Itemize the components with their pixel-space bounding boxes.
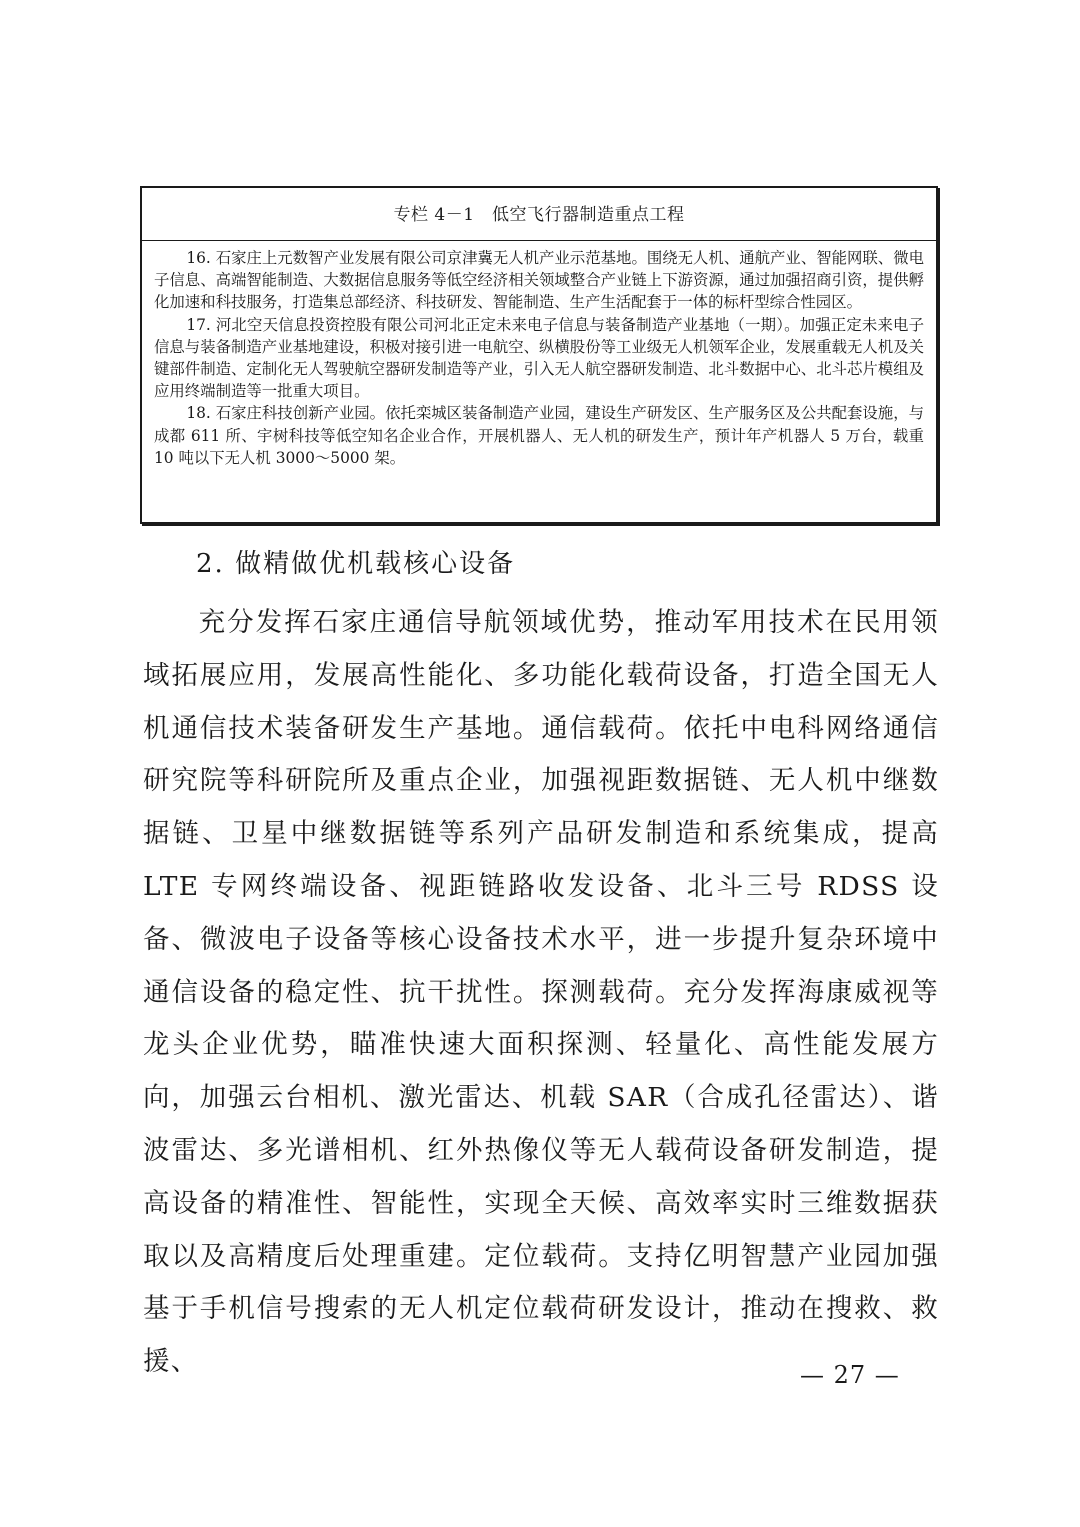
- feature-box-item: 17. 河北空天信息投资控股有限公司河北正定未来电子信息与装备制造产业基地（一期）。加强正定未来电子信息与装备制造产业基地建设，积极对接引进一电航空、纵横股份等工业级无人机领军企业，发展重载无人机及关键部件制造、定制化无人驾驶航空器研发制造等产业，引入无人航空器研发制造、北斗数据中心、北斗芯片模组及应用终端制造等一批重大项目。: [154, 315, 924, 401]
- page-number: — 27 —: [800, 1361, 900, 1389]
- feature-box-title: 专栏 4－1 低空飞行器制造重点工程: [142, 188, 936, 241]
- section-heading: 2. 做精做优机载核心设备: [196, 549, 516, 579]
- feature-box-item: 18. 石家庄科技创新产业园。依托栾城区装备制造产业园，建设生产研发区、生产服务区及公共配套设施，与成都 611 所、宇树科技等低空知名企业合作，开展机器人、无人机的研发生产，预计年产机器人 5 万台，载重 10 吨以下无人机 3000～5000 架。: [154, 404, 924, 467]
- body-paragraph: 充分发挥石家庄通信导航领域优势，推动军用技术在民用领域拓展应用，发展高性能化、多功能化载荷设备，打造全国无人机通信技术装备研发生产基地。通信载荷。依托中电科网络通信研究院等科研院所及重点企业，加强视距数据链、无人机中继数据链、卫星中继数据链等系列产品研发制造和系统集成，提高 LTE 专网终端设备、视距链路收发设备、北斗三号 RDSS 设备、微波电子设备等核心设备技术水平，进一步提升复杂环境中通信设备的稳定性、抗干扰性。探测载荷。充分发挥海康威视等龙头企业优势，瞄准快速大面积探测、轻量化、高性能发展方向，加强云台相机、激光雷达、机载 SAR（合成孔径雷达）、谐波雷达、多光谱相机、红外热像仪等无人载荷设备研发制造，提高设备的精准性、智能性，实现全天候、高效率实时三维数据获取以及高精度后处理重建。定位载荷。支持亿明智慧产业园加强基于手机信号搜索的无人机定位载荷研发设计，推动在搜救、救援、: [143, 607, 939, 1378]
- feature-box-item: 16. 石家庄上元数智产业发展有限公司京津冀无人机产业示范基地。围绕无人机、通航产业、智能网联、微电子信息、高端智能制造、大数据信息服务等低空经济相关领域整合产业链上下游资源，通过加强招商引资，提供孵化加速和科技服务，打造集总部经济、科技研发、智能制造、生产生活配套于一体的标杆型综合性园区。: [154, 249, 924, 312]
- feature-box: [140, 186, 938, 524]
- feature-box-body: [142, 241, 936, 469]
